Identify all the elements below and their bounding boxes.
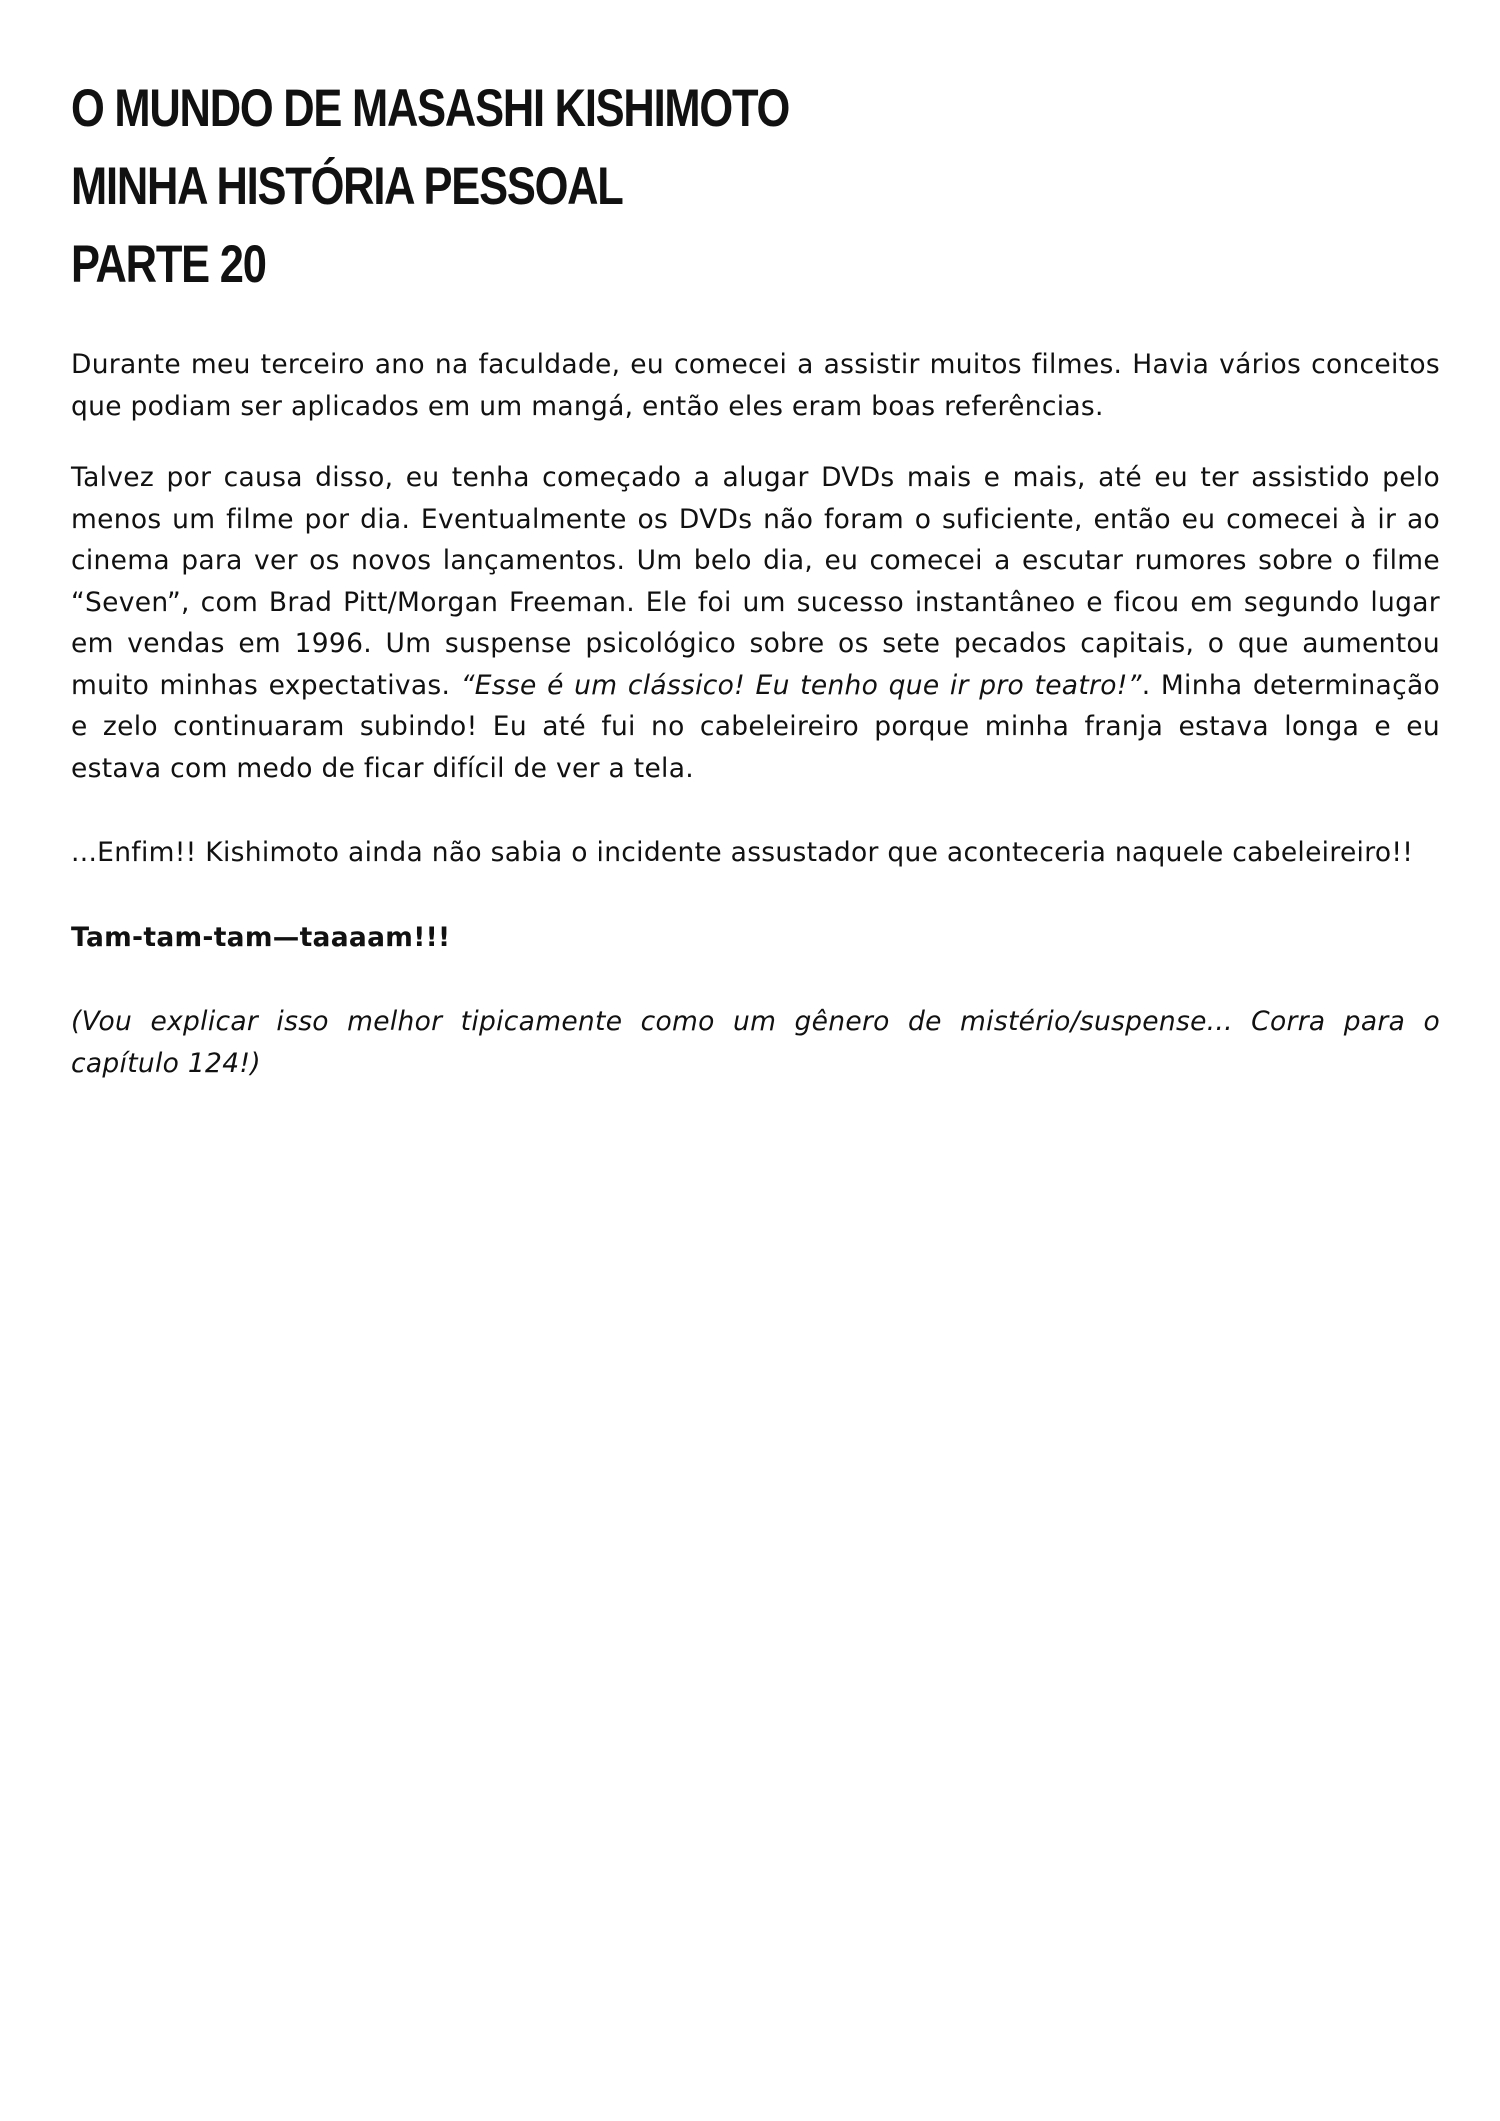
article-body xyxy=(71,344,1440,1084)
paragraph-2-quote: “Esse é um clássico! Eu tenho que ir pro teatro!” xyxy=(460,669,1142,701)
closing-note: (Vou explicar isso melhor tipicamente como um gênero de mistério/suspense... Corra para o capítulo 124!) xyxy=(71,1006,1440,1079)
paragraph-2 xyxy=(71,457,1440,789)
paragraph-1: Durante meu terceiro ano na faculdade, eu comecei a assistir muitos filmes. Havia vários conceitos que podiam ser aplicados em um mangá, então eles eram boas referências. xyxy=(71,349,1440,422)
page-title xyxy=(71,70,1440,304)
title-line-3: PARTE 20 xyxy=(71,235,266,294)
paragraph-2-text-b: . Minha determinação e zelo continuaram subindo! Eu até fui no cabeleireiro porque minha franja estava longa e eu estava com medo de ficar difícil de ver a tela. xyxy=(71,669,1440,784)
paragraph-2-text-a: Talvez por causa disso, eu tenha começado a alugar DVDs mais e mais, até eu ter assistido pelo menos um filme por dia. Eventualmente os DVDs não foram o suficiente, então eu comecei à ir ao cinema para ver os novos lançamentos. Um belo dia, eu comecei a escutar rumores sobre o filme “Seven”, com Brad Pitt/Morgan Freeman. Ele foi um sucesso instantâneo e ficou em segundo lugar em vendas em 1996. Um suspense psicológico sobre os sete pecados capitais, o que aumentou muito minhas expectativas. xyxy=(71,462,1440,701)
paragraph-3: ...Enfim!! Kishimoto ainda não sabia o incidente assustador que aconteceria naquele cabeleireiro!! xyxy=(71,837,1414,868)
sound-effect: Tam-tam-tam—taaaam!!! xyxy=(71,921,451,953)
title-line-1: O MUNDO DE MASASHI KISHIMOTO xyxy=(71,79,790,138)
document-page xyxy=(71,70,1440,1114)
title-line-2: MINHA HISTÓRIA PESSOAL xyxy=(71,157,623,216)
